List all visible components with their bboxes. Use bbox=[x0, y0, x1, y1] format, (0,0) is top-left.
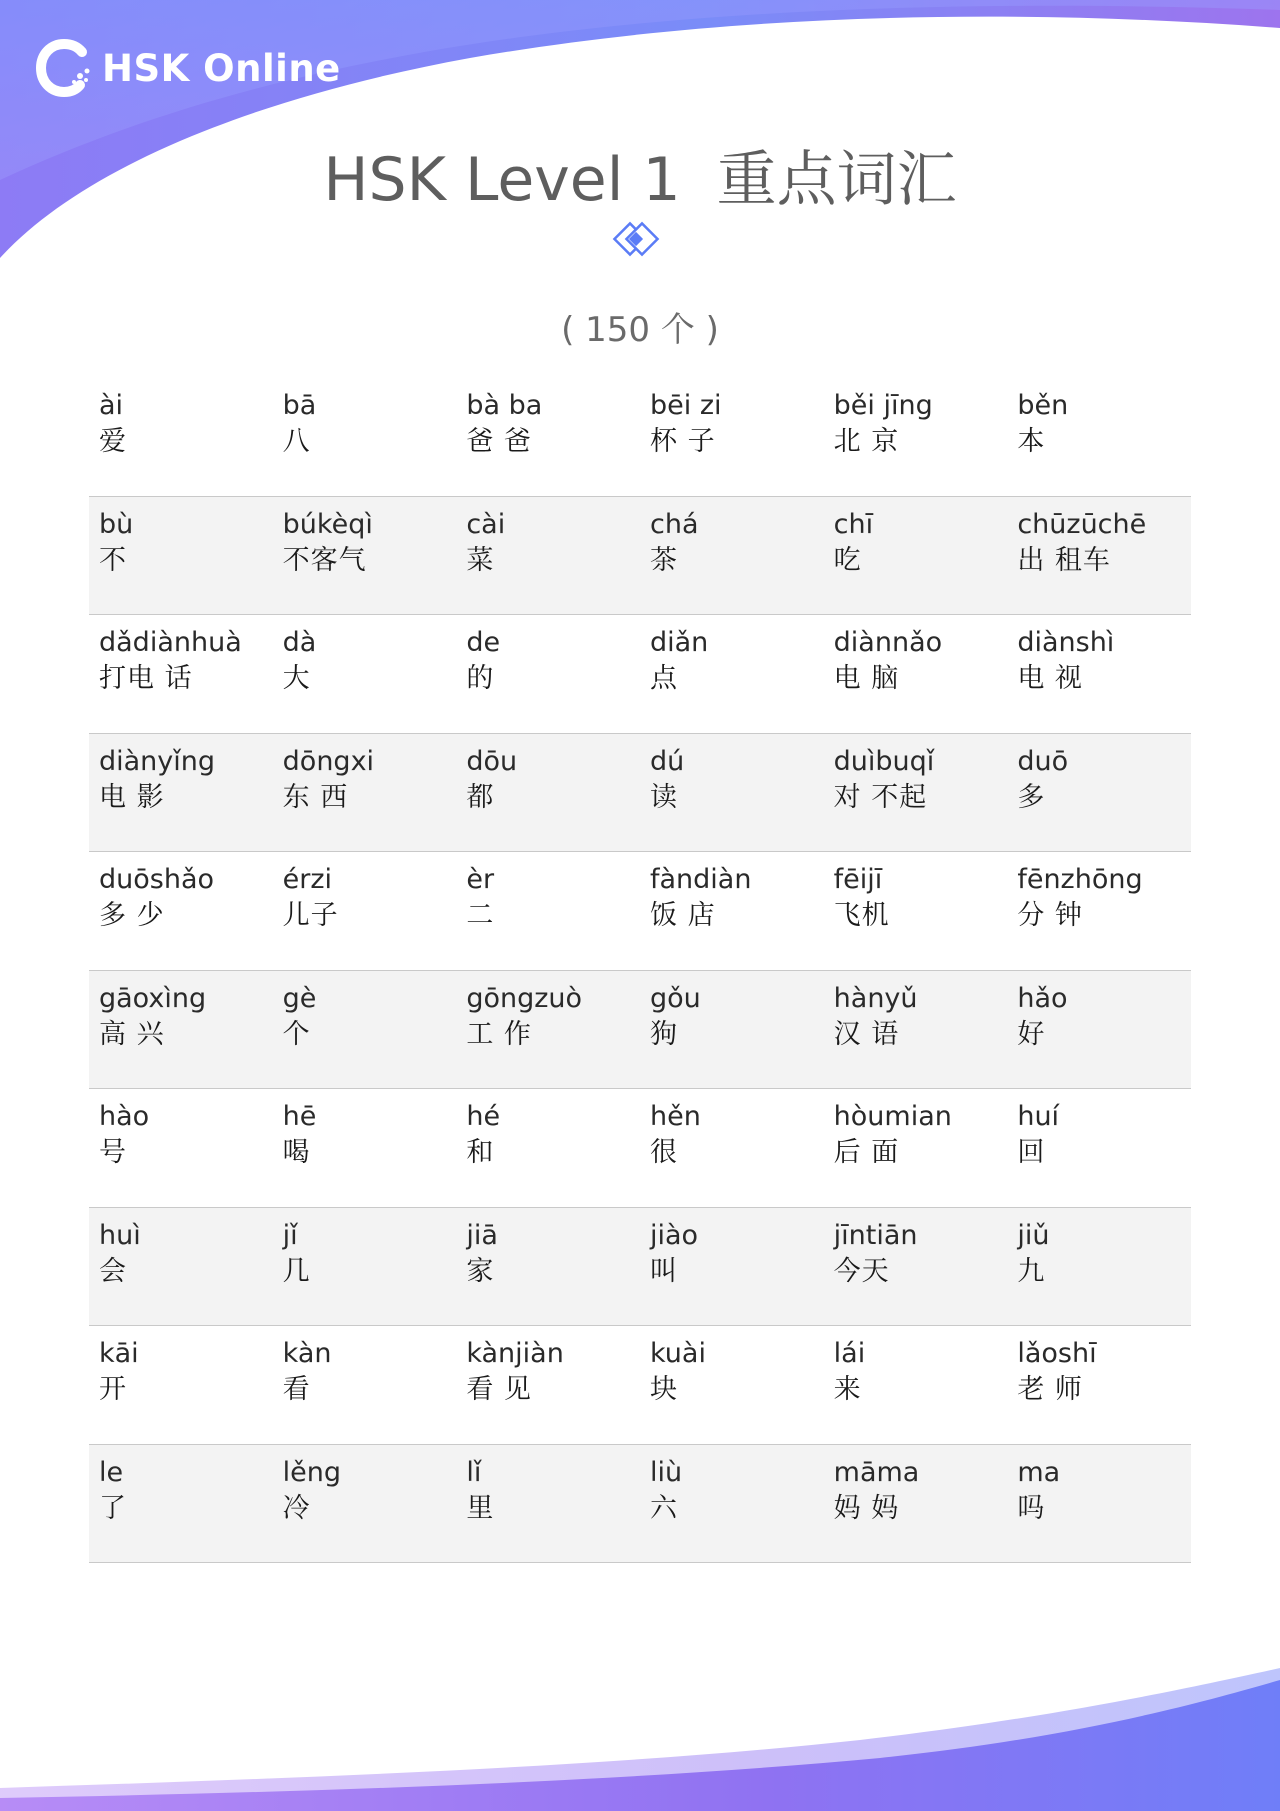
vocab-item bbox=[89, 1208, 273, 1327]
hanzi: 老 师 bbox=[1017, 1374, 1083, 1405]
hanzi: 飞机 bbox=[833, 900, 890, 931]
hanzi: 多 少 bbox=[99, 900, 165, 931]
hanzi: 的 bbox=[466, 663, 495, 694]
hanzi: 杯 子 bbox=[650, 426, 716, 457]
pinyin: dú bbox=[650, 745, 685, 777]
hanzi: 很 bbox=[650, 1137, 678, 1168]
vocab-item bbox=[640, 497, 824, 616]
hanzi: 点 bbox=[650, 663, 678, 694]
pinyin: jīntiān bbox=[833, 1219, 918, 1251]
hanzi: 狗 bbox=[650, 1018, 678, 1050]
pinyin: fēijī bbox=[833, 864, 883, 895]
hanzi: 里 bbox=[466, 1492, 495, 1524]
pinyin: hē bbox=[282, 1101, 317, 1132]
pinyin: ài bbox=[99, 390, 124, 421]
vocab-item bbox=[824, 615, 1008, 734]
word-count: ( 150 个 ) bbox=[561, 310, 719, 350]
vocab-item bbox=[456, 1208, 640, 1327]
pinyin: kàn bbox=[282, 1338, 332, 1369]
pinyin: kuài bbox=[650, 1338, 706, 1369]
vocab-item bbox=[273, 497, 457, 616]
pinyin: duōshǎo bbox=[99, 864, 215, 895]
pinyin: jiào bbox=[650, 1219, 699, 1251]
hsk-logo-icon bbox=[36, 38, 94, 98]
vocab-item bbox=[89, 971, 273, 1090]
pinyin: fēnzhōng bbox=[1017, 864, 1143, 895]
hanzi: 多 bbox=[1017, 781, 1046, 813]
vocab-item bbox=[640, 971, 824, 1090]
hanzi: 八 bbox=[282, 426, 311, 457]
vocab-item bbox=[1007, 615, 1191, 734]
hanzi: 二 bbox=[466, 900, 495, 931]
hanzi: 不客气 bbox=[282, 544, 367, 576]
vocab-item bbox=[89, 615, 273, 734]
vocab-item bbox=[89, 497, 273, 616]
vocab-item bbox=[456, 734, 640, 853]
vocab-item bbox=[1007, 1445, 1191, 1564]
vocab-item bbox=[89, 852, 273, 971]
vocab-item bbox=[273, 852, 457, 971]
pinyin: lǐ bbox=[466, 1456, 482, 1488]
pinyin: běi jīng bbox=[833, 390, 933, 421]
pinyin: chī bbox=[833, 508, 874, 540]
hanzi: 对 不起 bbox=[833, 781, 928, 813]
vocab-item bbox=[640, 1445, 824, 1564]
vocab-item bbox=[273, 615, 457, 734]
hanzi: 看 bbox=[282, 1374, 311, 1405]
hanzi: 出 租车 bbox=[1017, 544, 1111, 576]
pinyin: gāoxìng bbox=[99, 982, 207, 1014]
vocab-item bbox=[640, 734, 824, 853]
hanzi: 爱 bbox=[99, 426, 127, 457]
vocab-item bbox=[824, 852, 1008, 971]
brand-logo[interactable] bbox=[36, 38, 341, 98]
hanzi: 电 脑 bbox=[833, 663, 900, 694]
vocab-item bbox=[89, 1326, 273, 1445]
hanzi: 吗 bbox=[1017, 1492, 1046, 1524]
vocab-item bbox=[89, 1089, 273, 1208]
pinyin: kànjiàn bbox=[466, 1338, 564, 1369]
hanzi: 不 bbox=[99, 544, 127, 576]
pinyin: cài bbox=[466, 508, 506, 540]
hanzi: 读 bbox=[650, 781, 678, 813]
pinyin: huì bbox=[99, 1219, 141, 1251]
hanzi: 家 bbox=[466, 1255, 495, 1287]
pinyin: lǎoshī bbox=[1017, 1338, 1097, 1369]
pinyin: hòumian bbox=[833, 1101, 952, 1132]
hanzi: 看 见 bbox=[466, 1374, 532, 1405]
hanzi: 爸 爸 bbox=[466, 426, 532, 457]
vocab-item bbox=[1007, 378, 1191, 497]
vocab-item bbox=[89, 734, 273, 853]
pinyin: bā bbox=[282, 390, 317, 421]
pinyin: gǒu bbox=[650, 982, 701, 1014]
vocab-item bbox=[273, 1445, 457, 1564]
page-title bbox=[0, 132, 1280, 218]
vocab-item bbox=[824, 497, 1008, 616]
pinyin: dà bbox=[282, 627, 317, 658]
hanzi: 北 京 bbox=[833, 426, 900, 457]
vocab-item bbox=[456, 852, 640, 971]
vocab-item bbox=[824, 1089, 1008, 1208]
hanzi: 了 bbox=[99, 1492, 127, 1524]
hanzi: 菜 bbox=[466, 544, 495, 576]
hanzi: 叫 bbox=[650, 1255, 678, 1287]
hanzi: 几 bbox=[282, 1255, 311, 1287]
pinyin: le bbox=[99, 1456, 124, 1488]
hanzi: 号 bbox=[99, 1137, 127, 1168]
hanzi: 高 兴 bbox=[99, 1018, 165, 1050]
vocab-item bbox=[640, 852, 824, 971]
vocab-item bbox=[1007, 497, 1191, 616]
vocab-item bbox=[273, 971, 457, 1090]
vocab-item bbox=[456, 378, 640, 497]
hanzi: 都 bbox=[466, 781, 495, 813]
hanzi: 会 bbox=[99, 1255, 127, 1287]
hanzi: 来 bbox=[833, 1374, 862, 1405]
vocab-item bbox=[273, 378, 457, 497]
pinyin: chá bbox=[650, 508, 699, 540]
pinyin: de bbox=[466, 627, 501, 658]
vocab-item bbox=[824, 378, 1008, 497]
pinyin: èr bbox=[466, 864, 495, 895]
vocab-item bbox=[1007, 1208, 1191, 1327]
hanzi: 大 bbox=[282, 663, 311, 694]
hanzi: 妈 妈 bbox=[833, 1492, 900, 1524]
vocab-item bbox=[456, 1326, 640, 1445]
pinyin: lěng bbox=[282, 1456, 342, 1488]
vocab-item bbox=[640, 615, 824, 734]
vocab-item bbox=[456, 497, 640, 616]
hanzi: 吃 bbox=[833, 544, 862, 576]
pinyin: bù bbox=[99, 508, 134, 540]
vocab-item bbox=[273, 1326, 457, 1445]
hanzi: 喝 bbox=[282, 1137, 311, 1168]
pinyin: hào bbox=[99, 1101, 150, 1132]
pinyin: gè bbox=[282, 982, 317, 1014]
vocab-item bbox=[640, 1208, 824, 1327]
pinyin: jiǔ bbox=[1017, 1219, 1050, 1251]
hanzi: 好 bbox=[1017, 1018, 1046, 1050]
vocab-item bbox=[1007, 852, 1191, 971]
pinyin: chūzūchē bbox=[1017, 508, 1147, 540]
pinyin: bà ba bbox=[466, 390, 543, 421]
pinyin: kāi bbox=[99, 1338, 139, 1369]
vocab-item bbox=[456, 615, 640, 734]
pinyin: diànnǎo bbox=[833, 627, 943, 658]
vocab-item bbox=[89, 378, 273, 497]
hanzi: 冷 bbox=[282, 1492, 311, 1524]
pinyin: huí bbox=[1017, 1101, 1060, 1132]
vocab-item bbox=[1007, 734, 1191, 853]
vocab-item bbox=[1007, 971, 1191, 1090]
pinyin: jǐ bbox=[282, 1219, 298, 1251]
hanzi: 回 bbox=[1017, 1137, 1046, 1168]
pinyin: diànyǐng bbox=[99, 745, 216, 777]
vocab-item bbox=[824, 734, 1008, 853]
hanzi: 开 bbox=[99, 1374, 127, 1405]
pinyin: běn bbox=[1017, 390, 1069, 421]
hanzi: 茶 bbox=[650, 544, 678, 576]
hanzi: 六 bbox=[650, 1492, 678, 1524]
vocab-item bbox=[1007, 1089, 1191, 1208]
pinyin: duìbuqǐ bbox=[833, 745, 935, 777]
vocab-item bbox=[1007, 1326, 1191, 1445]
title-english: HSK Level 1 bbox=[323, 145, 681, 215]
bottom-wave-decoration bbox=[0, 1660, 1280, 1811]
hanzi: 饭 店 bbox=[650, 900, 716, 931]
vocab-item bbox=[456, 1445, 640, 1564]
vocab-item bbox=[824, 1208, 1008, 1327]
hanzi: 电 视 bbox=[1017, 663, 1083, 694]
pinyin: ma bbox=[1017, 1456, 1061, 1488]
hanzi: 和 bbox=[466, 1137, 495, 1168]
hanzi: 九 bbox=[1017, 1255, 1046, 1287]
pinyin: érzi bbox=[282, 864, 333, 895]
pinyin: hǎo bbox=[1017, 982, 1068, 1014]
pinyin: gōngzuò bbox=[466, 982, 583, 1014]
hanzi: 汉 语 bbox=[833, 1018, 900, 1050]
pinyin: hé bbox=[466, 1101, 501, 1132]
pinyin: fàndiàn bbox=[650, 864, 752, 895]
vocab-item bbox=[273, 1089, 457, 1208]
vocab-item bbox=[824, 1326, 1008, 1445]
hanzi: 今天 bbox=[833, 1255, 890, 1287]
vocab-item bbox=[456, 1089, 640, 1208]
pinyin: jiā bbox=[466, 1219, 498, 1251]
hanzi: 个 bbox=[282, 1018, 311, 1050]
hanzi: 后 面 bbox=[833, 1137, 900, 1168]
hanzi: 儿子 bbox=[282, 900, 339, 931]
pinyin: bēi zi bbox=[650, 390, 722, 421]
vocabulary-grid bbox=[89, 378, 1191, 1563]
pinyin: hěn bbox=[650, 1101, 701, 1132]
hanzi: 本 bbox=[1017, 426, 1046, 457]
title-divider-ornament bbox=[410, 220, 870, 260]
vocab-item bbox=[640, 378, 824, 497]
pinyin: hànyǔ bbox=[833, 982, 918, 1014]
pinyin: dōngxi bbox=[282, 745, 375, 777]
hanzi: 块 bbox=[650, 1374, 678, 1405]
vocab-item bbox=[824, 971, 1008, 1090]
brand-name: HSK Online bbox=[102, 46, 341, 90]
pinyin: diànshì bbox=[1017, 627, 1115, 658]
pinyin: diǎn bbox=[650, 627, 709, 658]
vocab-item bbox=[640, 1326, 824, 1445]
title-chinese: 重点词汇 bbox=[716, 145, 957, 215]
hanzi: 打电 话 bbox=[99, 663, 193, 694]
pinyin: búkèqì bbox=[282, 508, 373, 540]
pinyin: liù bbox=[650, 1456, 683, 1488]
pinyin: dōu bbox=[466, 745, 518, 777]
hanzi: 东 西 bbox=[282, 781, 349, 813]
hanzi: 工 作 bbox=[466, 1018, 532, 1050]
vocab-item bbox=[273, 1208, 457, 1327]
pinyin: lái bbox=[833, 1338, 866, 1369]
pinyin: māma bbox=[833, 1456, 920, 1488]
pinyin: duō bbox=[1017, 745, 1069, 777]
pinyin: dǎdiànhuà bbox=[99, 627, 242, 658]
vocab-item bbox=[273, 734, 457, 853]
hanzi: 电 影 bbox=[99, 781, 165, 813]
vocab-item bbox=[456, 971, 640, 1090]
vocab-item bbox=[89, 1445, 273, 1564]
hanzi: 分 钟 bbox=[1017, 900, 1083, 931]
vocab-item bbox=[824, 1445, 1008, 1564]
vocab-item bbox=[640, 1089, 824, 1208]
